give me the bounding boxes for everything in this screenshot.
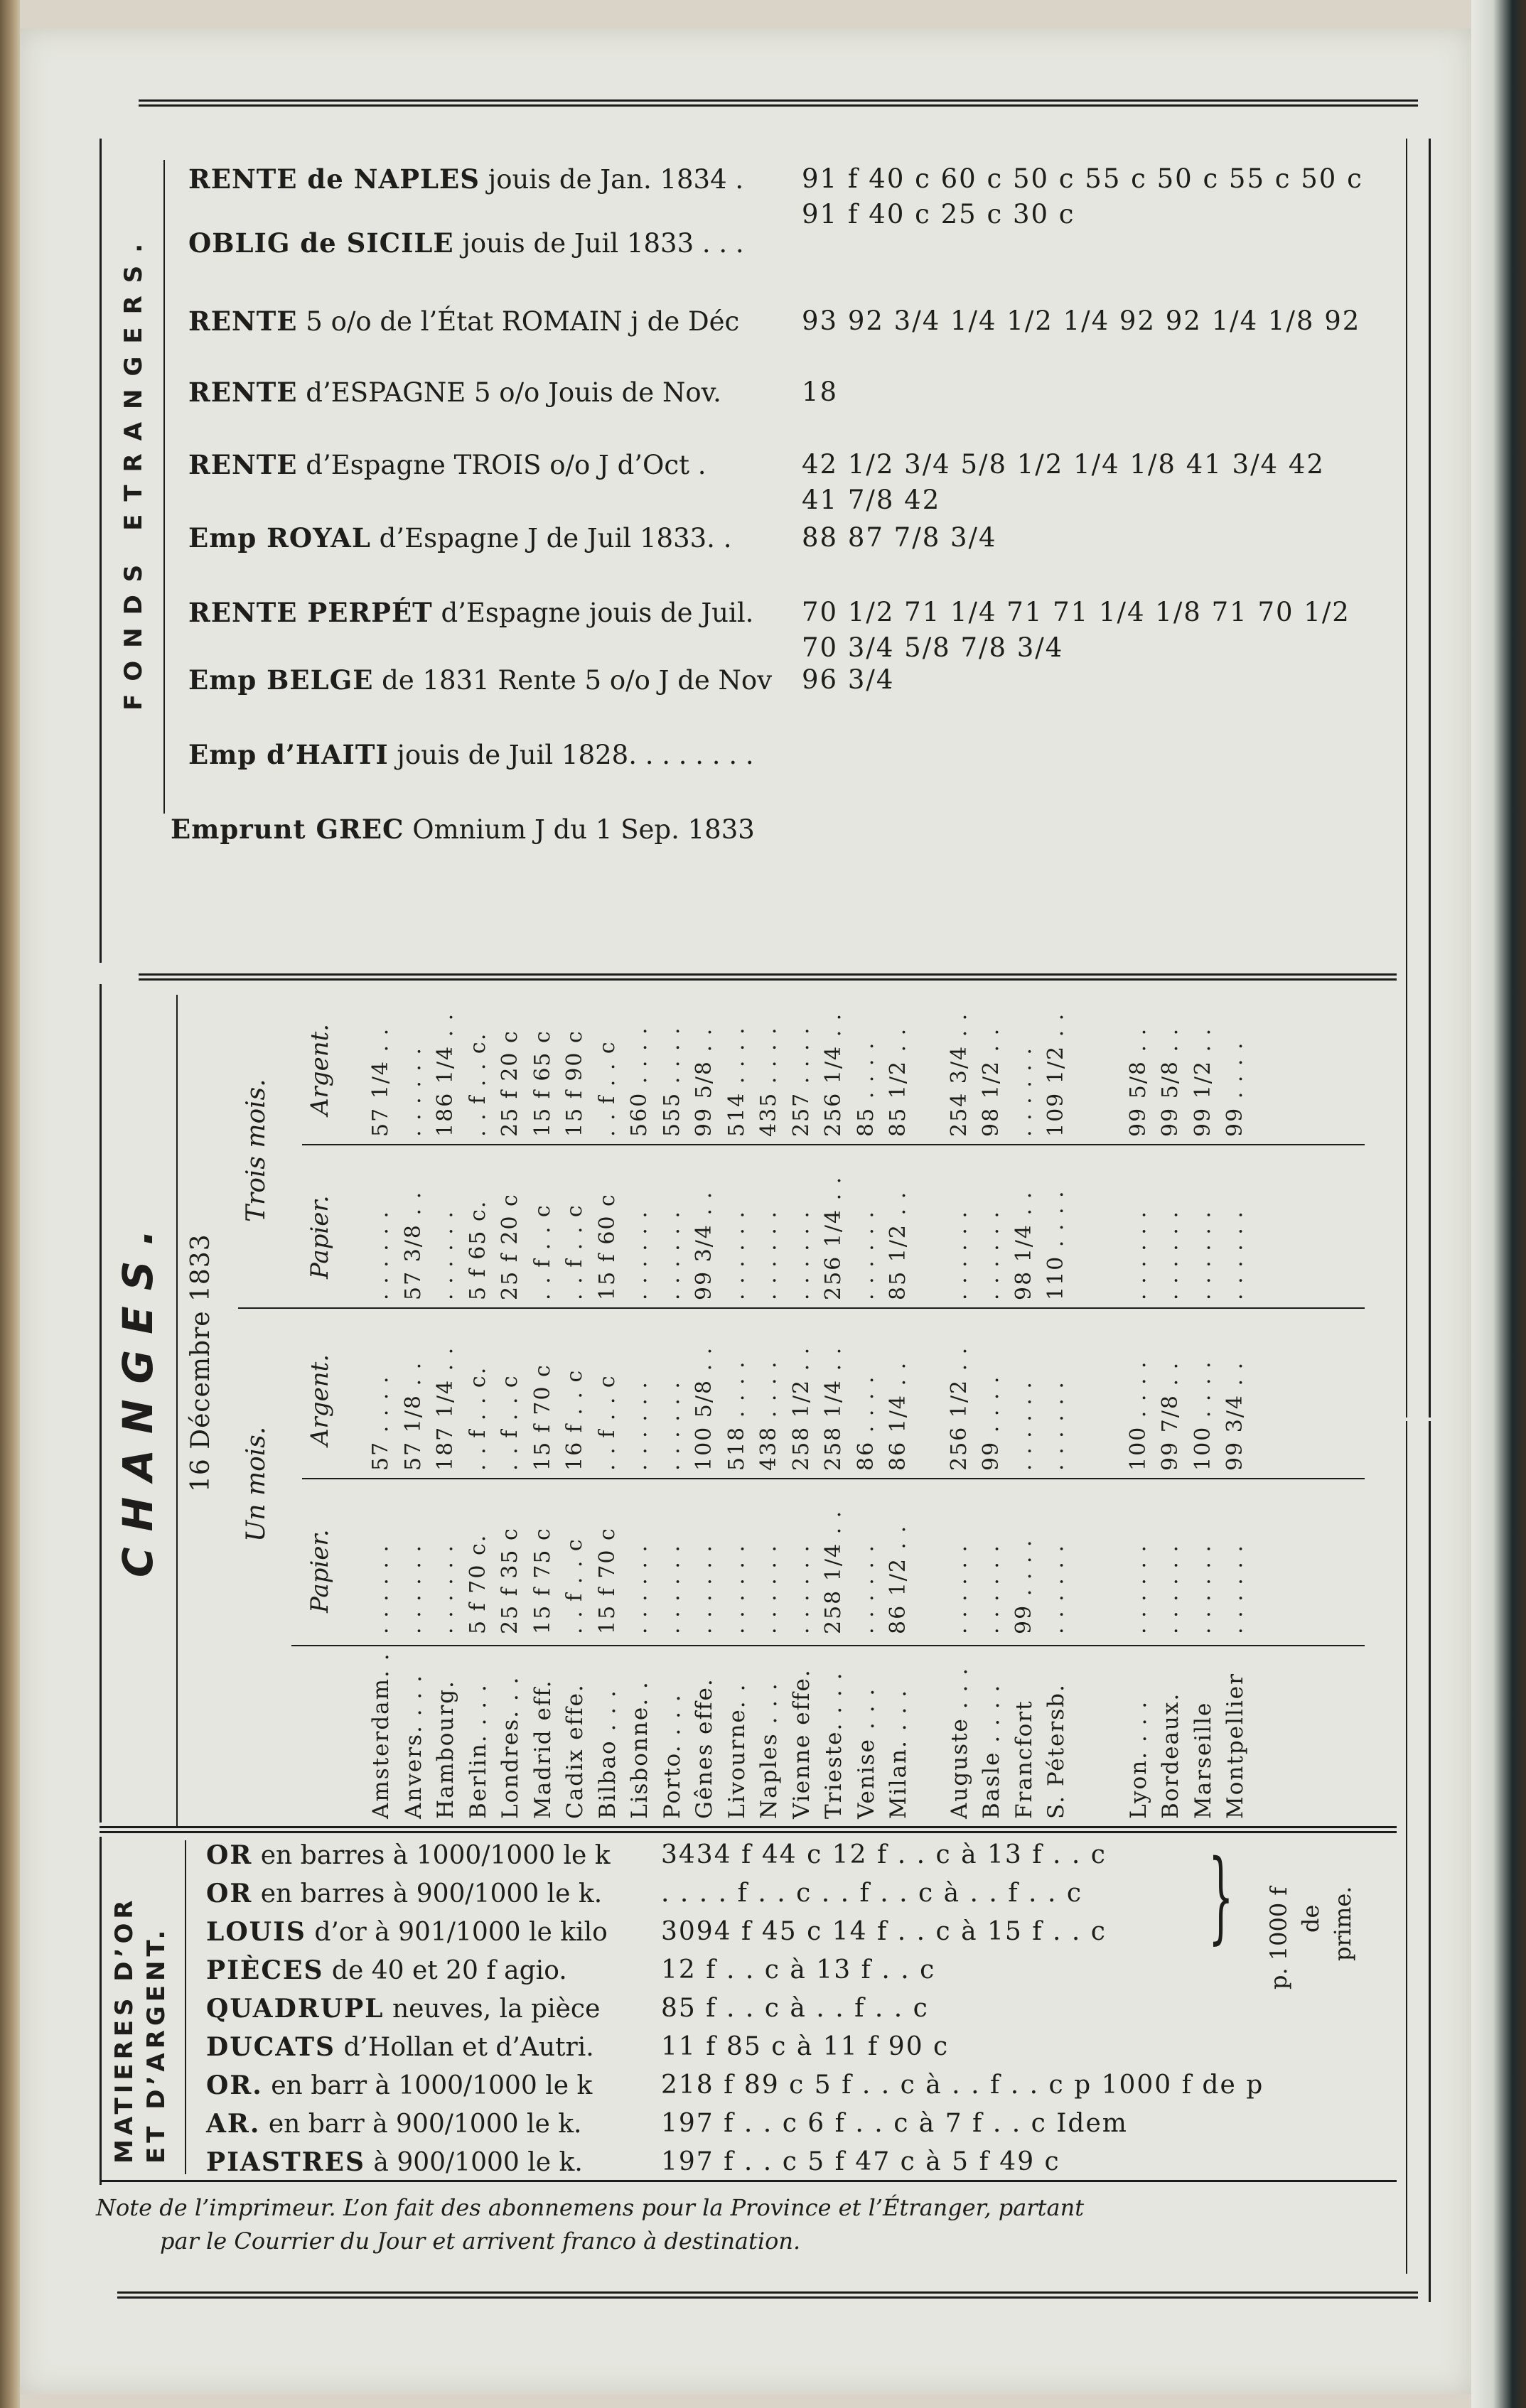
matieres-label	[206, 1955, 567, 1985]
fonds-value: 91 f 40 c 60 c 50 c 55 c 50 c 55 c 50 c	[802, 163, 1363, 194]
header-rule-city	[291, 1645, 1365, 1646]
fonds-label	[188, 739, 754, 770]
change-value-a3: 109 1/2 . .	[1043, 1012, 1068, 1137]
change-value-p1: . . . . . .	[368, 1544, 393, 1634]
change-value-p3: . . f . . c	[530, 1204, 555, 1300]
matieres-left-rule	[100, 1837, 102, 2185]
brace-text-3: prime.	[1329, 1886, 1356, 1961]
note-line-1: Note de l’imprimeur. L’on fait des abonnemens pour la Province et l’Étranger, partant	[96, 2194, 1085, 2221]
change-value-p3: 15 f 60 c	[594, 1193, 620, 1300]
matieres-value: . . . . f . . c . . f . . c à . . f . . c	[661, 1879, 1082, 1908]
matieres-label-bold: DUCATS	[206, 2032, 336, 2062]
matieres-label	[206, 2032, 594, 2062]
change-value-a3: 99 5/8 . .	[1158, 1027, 1183, 1137]
change-city: Livourne. .	[724, 1683, 750, 1819]
right-border-inner	[1406, 139, 1407, 1418]
papier-un-label: Papier.	[306, 1529, 334, 1613]
change-value-p1: . . . . . .	[659, 1544, 684, 1634]
change-value-a1: 100 5/8 . .	[692, 1346, 716, 1471]
right-border-top	[1429, 139, 1431, 1418]
change-value-p1: . . . . . .	[1158, 1544, 1183, 1634]
fonds-label-bold: RENTE	[188, 306, 298, 337]
matieres-value: 197 f . . c 6 f . . c à 7 f . . c Idem	[661, 2109, 1128, 2138]
change-value-p3: 98 1/4 . .	[1011, 1190, 1036, 1300]
change-value-p3: . . . . . .	[946, 1210, 972, 1300]
change-value-a3: 99 1/2 . .	[1190, 1027, 1215, 1137]
change-value-p1: 86 1/2 . .	[886, 1524, 910, 1634]
book-spine	[0, 0, 20, 2408]
change-value-p3: 5 f 65 c.	[465, 1199, 490, 1300]
matieres-label-bold: LOUIS	[206, 1917, 306, 1947]
change-value-a3: 25 f 20 c	[498, 1030, 522, 1137]
change-value-a3: . . . . . .	[1011, 1047, 1036, 1137]
change-value-p1: . . . . . .	[853, 1544, 878, 1634]
change-value-a3: 560 . . . .	[627, 1026, 652, 1137]
fonds-label-bold: Emp BELGE	[188, 664, 374, 696]
change-value-p1: 258 1/4 . .	[821, 1509, 846, 1634]
matieres-label-rest: en barres à 1000/1000 le k	[252, 1841, 611, 1870]
change-city: Madrid eff.	[530, 1679, 556, 1819]
matieres-label-rest: d’or à 901/1000 le kilo	[306, 1918, 608, 1947]
matieres-value: 12 f . . c à 13 f . . c	[661, 1955, 936, 1985]
change-value-p3: . . . . . .	[1190, 1210, 1215, 1300]
matieres-label	[206, 2070, 592, 2100]
change-value-a3: 186 1/4 . .	[433, 1012, 458, 1137]
change-value-a1: . . . . . .	[1011, 1381, 1036, 1471]
bottom-double-rule	[117, 2291, 1418, 2299]
fonds-label-rest: jouis de Juil 1828. . . . . . . .	[388, 740, 754, 770]
fonds-value: 96 3/4	[802, 664, 895, 695]
change-value-p1: 5 f 70 c.	[465, 1533, 490, 1634]
change-value-p3: 25 f 20 c	[498, 1193, 522, 1300]
fonds-value: 41 7/8 42	[802, 485, 941, 515]
change-value-a1: 518 . . . .	[724, 1360, 749, 1471]
matieres-label-rest: à 900/1000 le k.	[365, 2148, 583, 2177]
fonds-label-rest: Omnium J du 1 Sep. 1833	[404, 814, 755, 845]
change-value-a1: 99 . . . .	[979, 1375, 1004, 1471]
matieres-label-bold: OR	[206, 1879, 253, 1908]
change-value-a3: 85 1/2 . .	[886, 1027, 910, 1137]
change-value-a1: . . f . . c	[498, 1374, 522, 1471]
change-value-p3: . . . . . .	[853, 1210, 878, 1300]
matieres-label	[206, 1879, 602, 1908]
matieres-label-bold: OR.	[206, 2070, 263, 2100]
change-city: Francfort	[1011, 1700, 1037, 1819]
trois-mois-label: Trois mois.	[242, 1079, 271, 1222]
change-value-a1: . . . . . .	[627, 1381, 652, 1471]
fonds-value: 70 3/4 5/8 7/8 3/4	[802, 632, 1064, 663]
change-value-p3: . . . . . .	[788, 1210, 814, 1300]
change-city: Amsterdam. .	[368, 1652, 394, 1819]
change-value-a1: . . f . . c	[594, 1374, 620, 1471]
matieres-label-rest: en barres à 900/1000 le k.	[252, 1879, 603, 1908]
change-value-a3: 57 1/4 . .	[368, 1027, 393, 1137]
changes-top-rule	[139, 973, 1397, 981]
change-value-p1: 15 f 75 c	[530, 1527, 555, 1634]
top-double-rule	[139, 99, 1418, 107]
matieres-label-bold: QUADRUPL	[206, 1994, 385, 2024]
change-value-a3: 555 . . . .	[659, 1026, 684, 1137]
fonds-label	[188, 306, 739, 337]
change-value-a1: . . . . . .	[659, 1381, 684, 1471]
fonds-value: 18	[802, 377, 839, 407]
matieres-inner-rule	[185, 1840, 186, 2174]
change-city: Venise . . .	[853, 1687, 879, 1819]
fonds-label	[188, 664, 772, 696]
change-value-p1: . . . . . .	[1190, 1544, 1215, 1634]
fonds-label-bold: RENTE	[188, 377, 298, 408]
change-city: Hambourg.	[433, 1680, 458, 1819]
change-value-a1: 258 1/4 . .	[821, 1346, 846, 1471]
note-top-rule	[100, 2180, 1397, 2182]
matieres-label	[206, 1917, 608, 1947]
change-value-p3: . . . . . .	[756, 1210, 781, 1300]
change-city: Lisbonne. .	[627, 1680, 652, 1819]
change-value-p3: . . . . . .	[368, 1210, 393, 1300]
right-border-bottom	[1429, 1421, 1431, 2302]
fonds-label	[188, 449, 706, 480]
matieres-value: 3434 f 44 c 12 f . . c à 13 f . . c	[661, 1840, 1107, 1869]
change-value-p3: . . . . . .	[659, 1210, 684, 1300]
note-line-2: par le Courrier du Jour et arrivent franco à destination.	[160, 2228, 801, 2255]
fonds-label-rest: de 1831 Rente 5 o/o J de Nov	[373, 665, 773, 696]
fonds-label-rest: d’Espagne J de Juil 1833. .	[370, 523, 732, 554]
change-city: Basle . . . .	[979, 1683, 1004, 1819]
change-value-p1: 15 f 70 c	[594, 1527, 620, 1634]
change-city: Marseille	[1190, 1701, 1216, 1819]
change-city: Lyon. . . .	[1125, 1700, 1151, 1819]
change-value-a1: 15 f 70 c	[530, 1364, 555, 1471]
fonds-label	[188, 597, 753, 628]
change-value-a1: 438 . . . .	[756, 1360, 781, 1471]
argent-trois-label: Argent.	[306, 1023, 334, 1116]
change-value-a3: 257 . . . .	[788, 1026, 814, 1137]
change-value-a3: 15 f 90 c	[562, 1030, 587, 1137]
change-value-a3: 99 . . . .	[1223, 1041, 1247, 1137]
change-value-p1: . . . . . .	[1223, 1544, 1247, 1634]
change-value-p1: . . . . . .	[946, 1544, 972, 1634]
fonds-label-bold: RENTE	[188, 449, 298, 480]
fonds-value: 70 1/2 71 1/4 71 71 1/4 1/8 71 70 1/2	[802, 597, 1350, 627]
change-city: Trieste. . . .	[821, 1671, 847, 1819]
change-value-a3: 435 . . . .	[756, 1026, 781, 1137]
change-value-a3: 514 . . . .	[724, 1026, 749, 1137]
fonds-label	[171, 814, 755, 845]
matieres-label-bold: PIASTRES	[206, 2147, 365, 2177]
un-mois-label: Un mois.	[242, 1426, 271, 1542]
fonds-label-bold: OBLIG de SICILE	[188, 227, 454, 259]
fonds-label	[188, 377, 721, 408]
header-rule-trois	[302, 1144, 1365, 1145]
fonds-value: 88 87 7/8 3/4	[802, 522, 997, 553]
change-city: Auguste . . .	[946, 1667, 972, 1819]
change-value-p3: . . . . . .	[1125, 1210, 1151, 1300]
matieres-label	[206, 2147, 583, 2177]
change-value-p1: . . . . . .	[788, 1544, 814, 1634]
change-value-p3: 57 3/8 . .	[400, 1190, 426, 1300]
matieres-label	[206, 2109, 581, 2139]
change-value-a1: 258 1/2 . .	[788, 1346, 814, 1471]
change-city: Bilbao . . .	[594, 1689, 620, 1819]
change-value-p1: 25 f 35 c	[498, 1527, 522, 1634]
change-value-p3: 99 3/4 . .	[692, 1190, 716, 1300]
matieres-label-bold: OR	[206, 1840, 253, 1870]
fonds-left-rule	[100, 139, 102, 963]
change-value-p1: . . . . . .	[400, 1544, 426, 1634]
change-value-p1: . . . . . .	[692, 1544, 716, 1634]
brace-text-1: p. 1000 f	[1265, 1886, 1292, 1989]
change-value-a3: 99 5/8 . .	[1125, 1027, 1151, 1137]
papier-trois-label: Papier.	[306, 1195, 334, 1279]
argent-un-label: Argent.	[306, 1354, 334, 1446]
change-value-p3: . . . . . .	[979, 1210, 1004, 1300]
fonds-label-bold: Emp d’HAITI	[188, 739, 389, 770]
matieres-value: 218 f 89 c 5 f . . c à . . f . . c p 1000 f de p	[661, 2070, 1264, 2100]
fonds-label-bold: RENTE de NAPLES	[188, 163, 480, 195]
change-value-p1: . . . . . .	[1043, 1544, 1068, 1634]
change-value-p3: . . . . . .	[1223, 1210, 1247, 1300]
change-value-p1: . . . . . .	[1125, 1544, 1151, 1634]
change-value-p3: 85 1/2 . .	[886, 1190, 910, 1300]
changes-left-rule	[100, 984, 102, 1823]
fonds-inner-rule	[163, 160, 165, 814]
brace-text-2: de	[1297, 1904, 1324, 1933]
change-value-a1: 100 . . . .	[1190, 1360, 1215, 1471]
matieres-title-1: MATIERES D’OR	[110, 1896, 139, 2164]
matieres-label	[206, 1840, 611, 1870]
change-city: Londres. . .	[498, 1675, 523, 1819]
fonds-label-rest: d’ESPAGNE 5 o/o Jouis de Nov.	[297, 377, 721, 408]
change-value-p3: . . f . . c	[562, 1204, 587, 1300]
change-value-p3: . . . . . .	[724, 1210, 749, 1300]
matieres-value: 197 f . . c 5 f 47 c à 5 f 49 c	[661, 2147, 1060, 2176]
fonds-label	[188, 227, 744, 259]
change-value-p1: . . . . . .	[979, 1544, 1004, 1634]
page-edge	[1471, 0, 1526, 2408]
fonds-label-rest: 5 o/o de l’État ROMAIN j de Déc	[297, 306, 740, 337]
change-value-a1: 99 3/4 . .	[1223, 1361, 1247, 1471]
fonds-value: 93 92 3/4 1/4 1/2 1/4 92 92 1/4 1/8 92	[802, 306, 1361, 336]
change-value-a1: . . f . . c.	[465, 1366, 490, 1471]
fonds-label	[188, 163, 743, 195]
change-city: Montpellier	[1223, 1673, 1248, 1819]
fonds-label-rest: d’Espagne TROIS o/o J d’Oct .	[297, 450, 706, 480]
change-value-a1: 86 1/4 . .	[886, 1361, 910, 1471]
matieres-label-rest: neuves, la pièce	[384, 1994, 601, 2024]
change-value-a3: 98 1/2 . .	[979, 1027, 1004, 1137]
fonds-label-rest: jouis de Jan. 1834 .	[479, 164, 744, 195]
change-value-p3: . . . . . .	[1158, 1210, 1183, 1300]
change-value-a1: 57 1/8 . .	[400, 1361, 426, 1471]
matieres-label-rest: de 40 et 20 f agio.	[323, 1956, 567, 1985]
fonds-label-rest: jouis de Juil 1833 . . .	[453, 228, 744, 259]
change-city: Porto. . . .	[659, 1693, 685, 1819]
change-value-a3: . . f . . c.	[465, 1032, 490, 1137]
fonds-title: FONDS ETRANGERS.	[119, 230, 148, 711]
matieres-label-bold: PIÈCES	[206, 1955, 324, 1985]
fonds-label-bold: Emprunt GREC	[171, 814, 404, 845]
change-value-a1: 57 . . . .	[368, 1375, 393, 1471]
brace-glyph: }	[1208, 1839, 1234, 1955]
change-value-a3: 254 3/4 . .	[946, 1012, 972, 1137]
changes-title-rule	[176, 995, 178, 1826]
matieres-top-rule	[100, 1826, 1397, 1833]
change-value-a3: 85 . . . .	[853, 1041, 878, 1137]
fonds-value: 91 f 40 c 25 c 30 c	[802, 199, 1075, 230]
change-value-a3: . . f . . c	[594, 1040, 620, 1137]
change-city: Gênes effe.	[692, 1678, 717, 1819]
fonds-label	[188, 522, 731, 554]
change-city: Naples . . .	[756, 1682, 782, 1819]
change-value-p1: . . . . . .	[724, 1544, 749, 1634]
change-value-p1: . . . . . .	[627, 1544, 652, 1634]
right-border-bottom-inner	[1406, 1421, 1407, 2274]
matieres-value: 85 f . . c à . . f . . c	[661, 1994, 929, 2023]
change-value-a3: 15 f 65 c	[530, 1030, 555, 1137]
fonds-label-bold: RENTE PERPÉT	[188, 597, 433, 628]
fonds-value: 42 1/2 3/4 5/8 1/2 1/4 1/8 41 3/4 42	[802, 449, 1325, 480]
change-value-p1: . . f . . c	[562, 1538, 587, 1634]
change-city: Milan. . . .	[886, 1689, 911, 1819]
change-value-a3: 256 1/4 . .	[821, 1012, 846, 1137]
change-value-a3: 99 5/8 . .	[692, 1027, 716, 1137]
matieres-value: 3094 f 45 c 14 f . . c à 15 f . . c	[661, 1917, 1107, 1946]
change-value-p1: . . . . . .	[433, 1544, 458, 1634]
header-rule-mid	[238, 1307, 1365, 1309]
change-city: Cadix effe.	[562, 1683, 588, 1819]
fonds-label-bold: Emp ROYAL	[188, 522, 371, 554]
change-value-a1: 100 . . . .	[1125, 1360, 1151, 1471]
matieres-label-rest: en barr à 1000/1000 le k	[262, 2071, 593, 2100]
matieres-label-bold: AR.	[206, 2109, 261, 2139]
change-value-a1: 99 7/8 . .	[1158, 1361, 1183, 1471]
change-city: Bordeaux.	[1158, 1692, 1183, 1819]
change-value-a1: 16 f . . c	[562, 1368, 587, 1471]
change-city: S. Pétersb.	[1043, 1683, 1069, 1819]
matieres-label-rest: en barr à 900/1000 le k.	[260, 2110, 582, 2139]
change-value-a1: 256 1/2 . .	[946, 1346, 972, 1471]
matieres-label	[206, 1994, 600, 2024]
change-value-a1: 187 1/4 . .	[433, 1346, 458, 1471]
change-value-p3: 110 . . . .	[1043, 1189, 1068, 1300]
change-value-p3: 256 1/4 . .	[821, 1175, 846, 1300]
change-city: Vienne effe.	[788, 1668, 815, 1819]
change-city: Anvers. . . .	[400, 1674, 426, 1819]
change-value-a1: . . . . . .	[1043, 1381, 1068, 1471]
change-value-p1: . . . . . .	[756, 1544, 781, 1634]
matieres-value: 11 f 85 c à 11 f 90 c	[661, 2032, 950, 2061]
change-value-a3: . . . . . .	[400, 1047, 426, 1137]
change-value-a1: 86 . . . .	[853, 1375, 878, 1471]
matieres-title-2: ET D’ARGENT.	[142, 1926, 171, 2164]
change-value-p3: . . . . . .	[433, 1210, 458, 1300]
changes-title: CHANGES.	[114, 1214, 162, 1577]
change-value-p1: 99 . . . .	[1011, 1538, 1036, 1634]
fonds-label-rest: d’Espagne jouis de Juil.	[432, 598, 754, 628]
matieres-label-rest: d’Hollan et d’Autri.	[335, 2033, 594, 2062]
changes-date: 16 Décembre 1833	[186, 1233, 215, 1492]
header-rule-un	[302, 1478, 1365, 1479]
change-city: Berlin. . . .	[465, 1683, 491, 1819]
change-value-p3: . . . . . .	[627, 1210, 652, 1300]
